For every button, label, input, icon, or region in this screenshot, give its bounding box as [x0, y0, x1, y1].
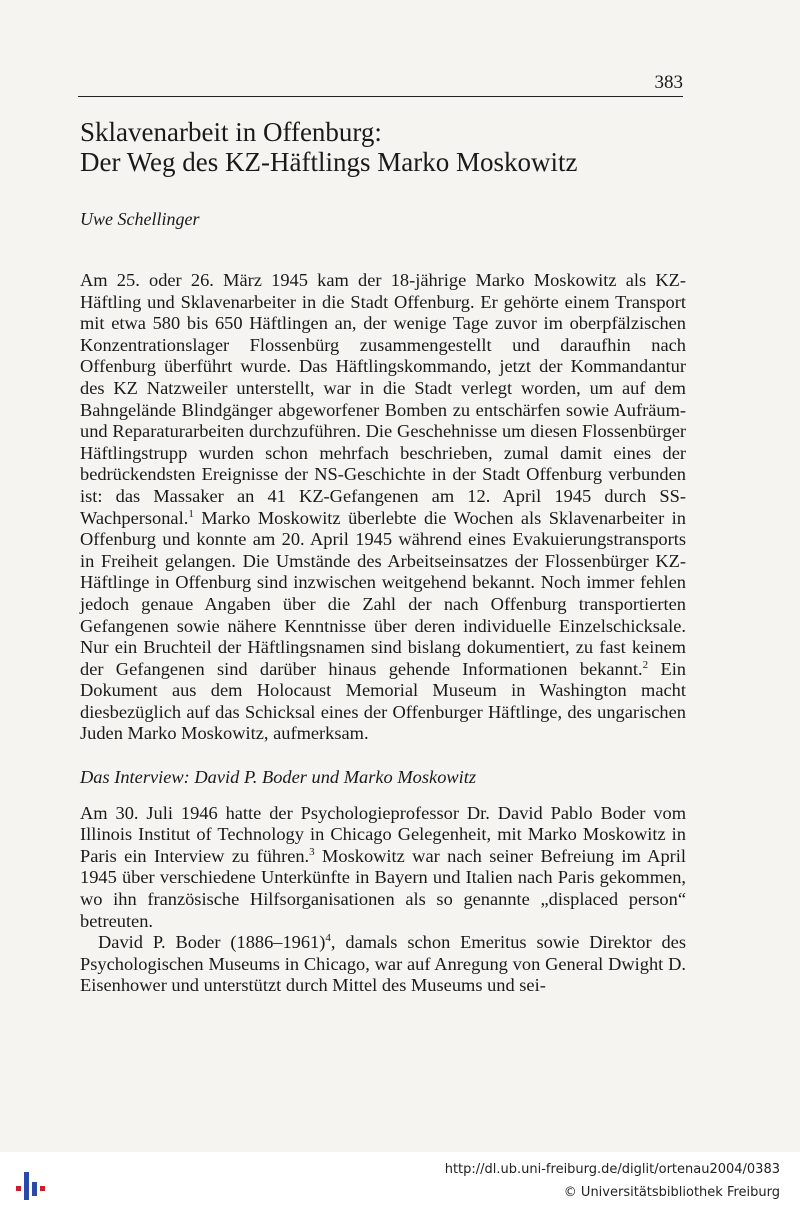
footnote-ref-2[interactable]: 2	[642, 658, 649, 671]
title-line-1: Sklavenarbeit in Offenburg:	[80, 117, 382, 147]
paragraph-2-part-1: Am 30. Juli 1946 hatte der Psychologieprofessor Dr. David Pablo Boder vom Illinois Institut of Technology in Chicago Gelegenheit, mit Marko Moskowitz in Paris ein Interview zu führen.	[80, 802, 686, 866]
article-body	[80, 270, 686, 997]
title-line-2: Der Weg des KZ-Häftlings Marko Moskowitz	[80, 147, 578, 177]
section-heading: Das Interview: David P. Boder und Marko Moskowitz	[80, 767, 477, 788]
paragraph-1-part-2: Marko Moskowitz überlebte die Wochen als Sklavenarbeiter in Offenburg und konnte am 20. April 1945 während eines Evakuierungstransports in Freiheit gelangen. Die Umstände des Arbeitseinsatzes der Flossenbürger KZ-Häftlinge in Offenburg sind inzwischen weitgehend bekannt. Noch immer fehlen jedoch genaue Angaben über die Zahl der nach Offenburg transportierten Gefangenen sowie nähere Kenntnisse über deren individuelle Einzelschicksale. Nur ein Bruchteil der Häftlingsnamen sind bislang dokumentiert, zu fast keinem der Gefangenen sind darüber hinaus gehende Informationen bekannt.	[80, 507, 686, 679]
paragraph-2-part-2: Moskowitz war nach seiner Befreiung im April 1945 über verschiedene Unterkünfte in Bayern und Italien nach Paris gekommen, wo ihn französische Hilfsorganisationen als so genannte „displaced person“ betreuten.	[80, 845, 686, 931]
source-url-link[interactable]: http://dl.ub.uni-freiburg.de/diglit/ortenau2004/0383	[444, 1162, 780, 1177]
article-title	[80, 117, 700, 177]
page-number: 383	[654, 72, 683, 93]
footnote-ref-1[interactable]: 1	[188, 507, 194, 520]
library-logo-icon	[12, 1160, 52, 1204]
paragraph-3-part-2: , damals schon Emeritus sowie Direktor des Psychologischen Museums in Chicago, war auf Anregung von General Dwight D. Eisenhower und unterstützt durch Mittel des Museums und sei-	[80, 932, 686, 996]
paragraph-3-part-1: David P. Boder (1886–1961)	[98, 932, 326, 953]
paragraph-1	[80, 270, 686, 745]
footnote-ref-4[interactable]: 4	[325, 932, 331, 945]
paragraph-3	[80, 932, 686, 997]
footnote-ref-3[interactable]: 3	[309, 845, 315, 858]
paragraph-2	[80, 803, 686, 933]
paragraph-1-part-3: Ein Dokument aus dem Holocaust Memorial Museum in Washington macht diesbezüglich auf das Schicksal eines der Offenburger Häftlinge, des ungarischen Juden Marko Moskowitz, aufmerksam.	[80, 658, 686, 744]
paragraph-1-part-1: Am 25. oder 26. März 1945 kam der 18-jährige Marko Moskowitz als KZ-Häftling und Sklavenarbeiter in die Stadt Offenburg. Er gehörte einem Transport mit etwa 580 bis 650 Häftlingen an, der wenige Tage zuvor im oberpfälzischen Konzentrationslager Flossenbürg zusammengestellt und daraufhin nach Offenburg überführt wurde. Das Häftlingskommando, jetzt der Kommandantur des KZ Natzweiler unterstellt, war in die Stadt verlegt worden, um auf dem Bahngelände Blindgänger abgeworfener Bomben zu entschärfen sowie Aufräum- und Reparaturarbeiten durchzuführen. Die Geschehnisse um diesen Flossenbürger Häftlingstrupp wurden schon mehrfach beschrieben, zumal damit eines der bedrückendsten Ereignisse der NS-Geschichte in der Stadt Offenburg verbunden ist: das Massaker an 41 KZ-Gefangenen am 12. April 1945 durch SS-Wachpersonal.	[80, 270, 686, 528]
author-name: Uwe Schellinger	[80, 209, 200, 229]
copyright-notice: © Universitätsbibliothek Freiburg	[563, 1185, 780, 1200]
header-rule	[78, 96, 683, 97]
viewer-footer	[0, 1152, 800, 1212]
